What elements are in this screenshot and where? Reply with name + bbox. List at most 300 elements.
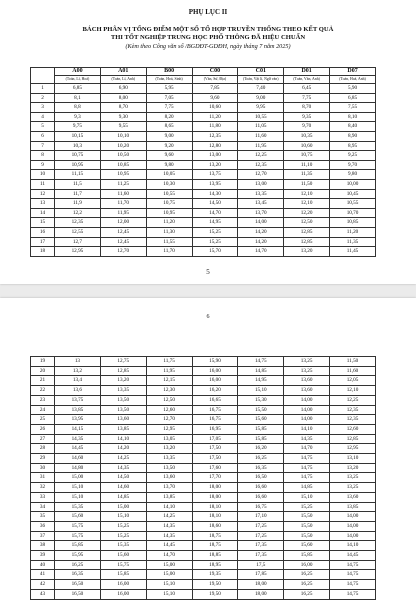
score-cell: 14,70 (284, 444, 330, 454)
score-cell: 16,00 (284, 560, 330, 570)
score-cell: 12,05 (330, 376, 376, 386)
score-cell: 14,70 (238, 247, 284, 257)
percentile-cell: 1 (31, 84, 55, 94)
score-cell: 14,15 (55, 424, 101, 434)
percentile-table-part-1 (30, 67, 376, 257)
score-cell: 14,85 (100, 492, 146, 502)
score-cell: 12,50 (146, 395, 192, 405)
score-cell: 15,75 (55, 531, 101, 541)
score-cell: 13,50 (100, 405, 146, 415)
score-cell: 9,75 (55, 122, 101, 132)
score-cell: 16,25 (284, 589, 330, 599)
score-cell: 6,45 (284, 84, 330, 94)
score-cell: 10,75 (55, 151, 101, 161)
percentile-cell: 22 (31, 386, 55, 396)
score-cell: 12,70 (238, 170, 284, 180)
score-cell: 14,35 (146, 521, 192, 531)
table-row (31, 424, 376, 434)
table-row (31, 395, 376, 405)
score-cell: 10,00 (330, 179, 376, 189)
score-cell: 18,10 (192, 502, 238, 512)
score-cell: 9,25 (330, 151, 376, 161)
score-cell: 10,75 (146, 199, 192, 209)
column-subjects-d07: (Toán, Hoá, Anh) (330, 76, 376, 84)
score-cell: 14,20 (238, 237, 284, 247)
column-subjects-a01: (Toán, Lí, Anh) (100, 76, 146, 84)
score-cell: 16,00 (100, 580, 146, 590)
percentile-cell: 14 (31, 208, 55, 218)
score-cell: 9,3 (55, 112, 101, 122)
score-cell: 16,00 (192, 376, 238, 386)
percentile-cell: 33 (31, 492, 55, 502)
column-code-d01: D01 (284, 68, 330, 76)
column-code-a00: A00 (55, 68, 101, 76)
score-cell: 7,40 (238, 84, 284, 94)
score-cell: 15,50 (284, 521, 330, 531)
document-page-6 (0, 298, 416, 600)
percentile-cell: 19 (31, 357, 55, 367)
score-cell: 14,75 (330, 580, 376, 590)
score-cell: 14,35 (284, 434, 330, 444)
score-cell: 15,85 (284, 551, 330, 561)
score-cell: 14,20 (238, 227, 284, 237)
score-cell: 18,10 (192, 512, 238, 522)
score-cell: 12,00 (100, 218, 146, 228)
score-cell: 12,75 (100, 357, 146, 367)
score-cell: 13,60 (284, 376, 330, 386)
table-row (31, 463, 376, 473)
score-cell: 11,05 (238, 122, 284, 132)
score-cell: 12,2 (55, 208, 101, 218)
table-row (31, 199, 376, 209)
score-cell: 16,65 (192, 395, 238, 405)
score-cell: 15,85 (100, 570, 146, 580)
score-cell: 14,75 (238, 357, 284, 367)
score-cell: 8,90 (330, 131, 376, 141)
score-cell: 12,70 (146, 415, 192, 425)
header-code-row (31, 68, 376, 76)
table-row (31, 512, 376, 522)
page-number: 5 (206, 268, 210, 276)
table-row (31, 160, 376, 170)
table-row (31, 589, 376, 599)
page-number: 6 (206, 314, 210, 320)
score-cell: 11,70 (100, 199, 146, 209)
score-cell: 10,70 (330, 208, 376, 218)
score-cell: 14,75 (284, 473, 330, 483)
score-cell: 14,75 (284, 454, 330, 464)
table-row (31, 84, 376, 94)
table-row (31, 151, 376, 161)
score-cell: 13,60 (330, 492, 376, 502)
score-cell: 11,25 (100, 179, 146, 189)
percentile-cell: 40 (31, 560, 55, 570)
score-cell: 14,45 (146, 541, 192, 551)
table-row (31, 405, 376, 415)
column-subjects-c01: (Toán, Vật lí, Ngữ văn) (238, 76, 284, 84)
score-cell: 15,85 (238, 424, 284, 434)
score-cell: 11,7 (55, 189, 101, 199)
score-cell: 13,25 (330, 483, 376, 493)
score-cell: 13,85 (55, 405, 101, 415)
score-cell: 13,2 (55, 366, 101, 376)
document-page-5 (0, 0, 416, 284)
score-cell: 18,95 (192, 560, 238, 570)
header-subjects-row (31, 76, 376, 84)
score-cell: 19,50 (192, 589, 238, 599)
score-cell: 12,15 (146, 376, 192, 386)
score-cell: 8,70 (100, 103, 146, 113)
percentile-header (31, 68, 55, 84)
score-cell: 13,4 (55, 376, 101, 386)
score-cell: 17,50 (192, 444, 238, 454)
score-cell: 11,80 (192, 122, 238, 132)
score-cell: 10,35 (284, 131, 330, 141)
score-cell: 9,95 (238, 103, 284, 113)
score-cell: 13,20 (100, 376, 146, 386)
score-cell: 10,55 (238, 112, 284, 122)
table-row (31, 141, 376, 151)
percentile-cell: 7 (31, 141, 55, 151)
score-cell: 16,50 (55, 589, 101, 599)
score-cell: 11,60 (238, 131, 284, 141)
score-cell: 14,60 (55, 454, 101, 464)
score-cell: 7,05 (146, 93, 192, 103)
score-cell: 13,35 (238, 189, 284, 199)
table-row (31, 386, 376, 396)
percentile-cell: 37 (31, 531, 55, 541)
score-cell: 15,60 (55, 512, 101, 522)
score-cell: 11,5 (55, 179, 101, 189)
score-cell: 11,50 (284, 179, 330, 189)
score-cell: 12,45 (100, 227, 146, 237)
score-cell: 14,00 (330, 531, 376, 541)
score-cell: 15,25 (192, 227, 238, 237)
score-cell: 8,65 (146, 122, 192, 132)
score-cell: 17,50 (192, 454, 238, 464)
score-cell: 15,85 (55, 541, 101, 551)
score-cell: 14,45 (55, 444, 101, 454)
table-row (31, 454, 376, 464)
score-cell: 15,25 (100, 531, 146, 541)
score-cell: 10,85 (330, 218, 376, 228)
score-cell: 7,55 (330, 103, 376, 113)
score-cell: 12,85 (330, 434, 376, 444)
percentile-cell: 23 (31, 395, 55, 405)
score-cell: 16,20 (238, 444, 284, 454)
percentile-cell: 8 (31, 151, 55, 161)
score-cell: 12,95 (146, 424, 192, 434)
score-cell: 14,35 (146, 531, 192, 541)
score-cell: 7,75 (146, 103, 192, 113)
table-row (31, 376, 376, 386)
percentile-table-part-2 (30, 356, 376, 600)
score-cell: 13,85 (330, 502, 376, 512)
appendix-label: PHỤ LỤC II (188, 8, 228, 16)
score-cell: 16,75 (192, 405, 238, 415)
score-cell: 12,50 (284, 218, 330, 228)
score-cell: 15,90 (192, 357, 238, 367)
score-cell: 15,25 (192, 237, 238, 247)
score-cell: 10,20 (100, 141, 146, 151)
score-cell: 15,10 (55, 492, 101, 502)
score-cell: 15,00 (146, 560, 192, 570)
score-cell: 19,50 (192, 580, 238, 590)
score-cell: 11,75 (146, 357, 192, 367)
score-cell: 15,30 (238, 395, 284, 405)
score-cell: 12,80 (192, 141, 238, 151)
score-cell: 14,00 (284, 395, 330, 405)
score-cell: 10,60 (192, 103, 238, 113)
score-cell: 14,85 (284, 483, 330, 493)
percentile-cell: 4 (31, 112, 55, 122)
score-cell: 10,95 (100, 170, 146, 180)
table-row (31, 415, 376, 425)
score-cell: 14,00 (330, 512, 376, 522)
score-cell: 13,10 (330, 454, 376, 464)
score-cell: 18,00 (238, 580, 284, 590)
score-cell: 15,10 (55, 483, 101, 493)
percentile-cell: 35 (31, 512, 55, 522)
score-cell: 15,35 (100, 541, 146, 551)
score-cell: 8,40 (330, 122, 376, 132)
score-cell: 9,30 (100, 112, 146, 122)
score-cell: 10,15 (55, 131, 101, 141)
score-cell: 15,70 (192, 247, 238, 257)
score-cell: 13,75 (192, 170, 238, 180)
score-cell: 6,85 (55, 84, 101, 94)
score-cell: 11,50 (330, 357, 376, 367)
table-row (31, 103, 376, 113)
score-cell: 14,10 (100, 434, 146, 444)
table-row (31, 247, 376, 257)
score-cell: 12,35 (192, 131, 238, 141)
score-cell: 9,55 (100, 122, 146, 132)
score-cell: 13,50 (146, 463, 192, 473)
score-cell: 14,25 (146, 512, 192, 522)
score-cell: 14,80 (55, 463, 101, 473)
percentile-cell: 42 (31, 580, 55, 590)
score-cell: 18,85 (192, 551, 238, 561)
score-cell: 12,10 (330, 386, 376, 396)
score-cell: 10,95 (146, 208, 192, 218)
score-cell: 15,00 (100, 502, 146, 512)
score-cell: 13,20 (192, 160, 238, 170)
table-row (31, 580, 376, 590)
document-subtitle: (Kèm theo Công văn số /BGDĐT-GDĐH, ngày tháng 7 năm 2025) (125, 43, 291, 50)
score-cell: 13,25 (284, 357, 330, 367)
score-cell: 11,20 (192, 112, 238, 122)
score-cell: 15,10 (100, 512, 146, 522)
score-cell: 13,60 (146, 473, 192, 483)
score-cell: 10,55 (146, 189, 192, 199)
score-cell: 16,50 (55, 580, 101, 590)
score-cell: 15,75 (100, 560, 146, 570)
score-cell: 12,85 (284, 227, 330, 237)
score-cell: 10,05 (146, 170, 192, 180)
score-cell: 18,60 (192, 521, 238, 531)
score-cell: 15,85 (238, 434, 284, 444)
percentile-cell: 6 (31, 131, 55, 141)
score-cell: 9,20 (146, 141, 192, 151)
score-cell: 5,95 (146, 84, 192, 94)
score-cell: 9,70 (284, 122, 330, 132)
table-row (31, 366, 376, 376)
column-code-c00: C00 (192, 68, 238, 76)
score-cell: 15,25 (284, 502, 330, 512)
score-cell: 12,85 (284, 237, 330, 247)
score-cell: 9,80 (146, 160, 192, 170)
percentile-cell: 12 (31, 189, 55, 199)
score-cell: 13,05 (146, 434, 192, 444)
score-cell: 16,25 (55, 560, 101, 570)
score-cell: 6,85 (330, 93, 376, 103)
table-row (31, 541, 376, 551)
score-cell: 12,7 (55, 237, 101, 247)
table-row (31, 483, 376, 493)
table-row (31, 357, 376, 367)
score-cell: 13,00 (192, 151, 238, 161)
score-cell: 10,30 (146, 179, 192, 189)
table-row (31, 227, 376, 237)
score-cell: 9,80 (330, 170, 376, 180)
score-cell: 11,15 (55, 170, 101, 180)
score-cell: 19,35 (192, 570, 238, 580)
column-subjects-b00: (Toán, Hoá, Sinh) (146, 76, 192, 84)
score-cell: 17,5 (238, 560, 284, 570)
score-cell: 15,60 (284, 541, 330, 551)
percentile-cell: 11 (31, 179, 55, 189)
score-cell: 14,95 (238, 376, 284, 386)
column-code-c01: C01 (238, 68, 284, 76)
table-row (31, 444, 376, 454)
score-cell: 11,35 (284, 170, 330, 180)
score-cell: 13,35 (100, 386, 146, 396)
percentile-cell: 9 (31, 160, 55, 170)
score-cell: 17,05 (192, 434, 238, 444)
score-cell: 8,8 (55, 103, 101, 113)
score-cell: 11,60 (100, 189, 146, 199)
table-row (31, 237, 376, 247)
table-row (31, 551, 376, 561)
title-line-2: THI TỐT NGHIỆP TRUNG HỌC PHỔ THÔNG ĐÃ HIỆU CHUẨN (110, 34, 306, 41)
score-cell: 15,00 (55, 473, 101, 483)
score-cell: 11,10 (284, 160, 330, 170)
percentile-cell: 20 (31, 366, 55, 376)
score-cell: 14,50 (192, 199, 238, 209)
score-cell: 15,50 (284, 512, 330, 522)
column-code-d07: D07 (330, 68, 376, 76)
table-row (31, 502, 376, 512)
percentile-cell: 36 (31, 521, 55, 531)
score-cell: 16,35 (238, 463, 284, 473)
score-cell: 11,95 (146, 366, 192, 376)
percentile-cell: 39 (31, 551, 55, 561)
score-cell: 12,95 (330, 444, 376, 454)
score-cell: 15,50 (284, 531, 330, 541)
percentile-cell: 2 (31, 93, 55, 103)
score-cell: 9,70 (330, 160, 376, 170)
score-cell: 12,70 (100, 247, 146, 257)
score-cell: 15,25 (100, 521, 146, 531)
score-cell: 16,25 (284, 580, 330, 590)
score-cell: 10,10 (100, 131, 146, 141)
score-cell: 14,00 (284, 415, 330, 425)
score-cell: 17,35 (238, 541, 284, 551)
score-cell: 13 (55, 357, 101, 367)
score-cell: 8,70 (284, 103, 330, 113)
score-cell: 8,1 (55, 93, 101, 103)
score-cell: 14,75 (330, 570, 376, 580)
score-cell: 15,35 (55, 502, 101, 512)
score-cell: 14,35 (100, 463, 146, 473)
percentile-cell: 17 (31, 237, 55, 247)
score-cell: 7,75 (284, 93, 330, 103)
table-row (31, 93, 376, 103)
score-cell: 10,45 (330, 189, 376, 199)
score-cell: 12,60 (146, 405, 192, 415)
score-cell: 18,75 (192, 541, 238, 551)
column-subjects-c00: (Văn, Sử, Địa) (192, 76, 238, 84)
table-body-part-1 (31, 84, 376, 257)
score-cell: 14,50 (100, 473, 146, 483)
score-cell: 10,75 (284, 151, 330, 161)
percentile-cell: 3 (31, 103, 55, 113)
score-cell: 17,25 (238, 521, 284, 531)
score-cell: 15,10 (284, 492, 330, 502)
score-cell: 11,20 (146, 218, 192, 228)
column-subjects-a00: (Toán, Lí, Hoá) (55, 76, 101, 84)
percentile-cell: 24 (31, 405, 55, 415)
score-cell: 12,55 (55, 227, 101, 237)
score-cell: 14,00 (284, 405, 330, 415)
score-cell: 9,60 (192, 93, 238, 103)
percentile-cell: 29 (31, 454, 55, 464)
score-cell: 15,95 (55, 551, 101, 561)
percentile-cell: 13 (31, 199, 55, 209)
score-cell: 5,90 (330, 84, 376, 94)
percentile-cell: 30 (31, 463, 55, 473)
table-row (31, 112, 376, 122)
score-cell: 8,95 (330, 141, 376, 151)
score-cell: 14,25 (100, 454, 146, 464)
score-cell: 13,00 (238, 179, 284, 189)
score-cell: 15,60 (238, 415, 284, 425)
column-code-b00: B00 (146, 68, 192, 76)
score-cell: 12,20 (284, 208, 330, 218)
percentile-cell: 26 (31, 424, 55, 434)
score-cell: 10,50 (100, 151, 146, 161)
table-row (31, 170, 376, 180)
score-cell: 12,45 (100, 237, 146, 247)
percentile-cell: 28 (31, 444, 55, 454)
score-cell: 16,00 (192, 366, 238, 376)
column-subjects-d01: (Toán, Văn, Anh) (284, 76, 330, 84)
score-cell: 18,75 (192, 531, 238, 541)
table-row (31, 492, 376, 502)
score-cell: 6,90 (100, 84, 146, 94)
score-cell: 13,70 (238, 208, 284, 218)
percentile-cell: 5 (31, 122, 55, 132)
score-cell: 12,85 (100, 366, 146, 376)
score-cell: 15,10 (238, 386, 284, 396)
score-cell: 13,85 (100, 424, 146, 434)
score-cell: 8,00 (100, 93, 146, 103)
percentile-cell: 32 (31, 483, 55, 493)
score-cell: 14,45 (330, 551, 376, 561)
score-cell: 11,9 (55, 199, 101, 209)
score-cell: 13,25 (284, 366, 330, 376)
